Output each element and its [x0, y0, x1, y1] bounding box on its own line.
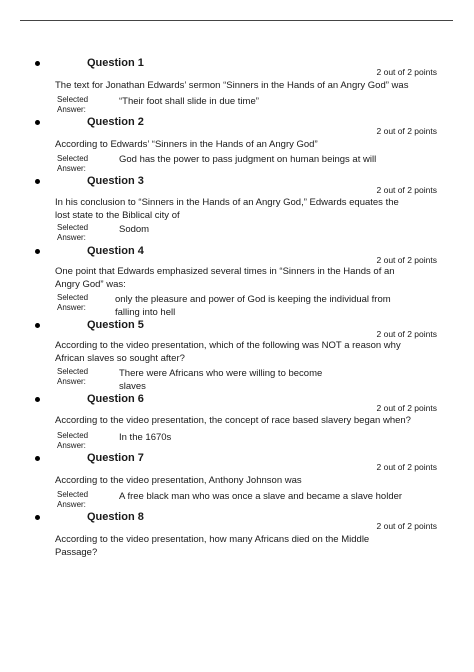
points-label: 2 out of 2 points [376, 67, 437, 77]
question-text: According to Edwards’ “Sinners in the Hands of an Angry God” [55, 139, 318, 150]
selected-answer: God has the power to pass judgment on human beings at will [119, 154, 377, 165]
points-label: 2 out of 2 points [376, 185, 437, 195]
top-divider [20, 20, 453, 21]
selected-answer: There were Africans who were willing to become slaves [119, 368, 323, 392]
question-title: Question 4 [87, 245, 144, 257]
selected-answer-label: Selected Answer: [57, 367, 89, 386]
question-text: According to the video presentation, how many Africans died on the Middle Passage? [55, 534, 370, 558]
question-text: In his conclusion to “Sinners in the Hands of an Angry God,” Edwards equates the lost state to the Biblical city of [55, 197, 399, 221]
points-label: 2 out of 2 points [376, 521, 437, 531]
points-label: 2 out of 2 points [376, 462, 437, 472]
selected-answer-label: Selected Answer: [57, 431, 89, 450]
question-title: Question 5 [87, 319, 144, 331]
bullet-icon [35, 515, 40, 520]
points-label: 2 out of 2 points [376, 329, 437, 339]
selected-answer-label: Selected Answer: [57, 293, 89, 312]
bullet-icon [35, 323, 40, 328]
question-text: According to the video presentation, the concept of race based slavery began when? [55, 415, 411, 426]
question-title: Question 8 [87, 511, 144, 523]
question-text: The text for Jonathan Edwards’ sermon “Sinners in the Hands of an Angry God” was [55, 80, 409, 91]
bullet-icon [35, 397, 40, 402]
question-text: One point that Edwards emphasized several times in “Sinners in the Hands of an Angry God” was: [55, 266, 395, 290]
selected-answer-label: Selected Answer: [57, 154, 89, 173]
question-text: According to the video presentation, which of the following was NOT a reason why African slaves so sought after? [55, 340, 401, 364]
question-text: According to the video presentation, Anthony Johnson was [55, 475, 302, 486]
points-label: 2 out of 2 points [376, 126, 437, 136]
question-title: Question 7 [87, 452, 144, 464]
question-title: Question 1 [87, 57, 144, 69]
bullet-icon [35, 249, 40, 254]
question-title: Question 3 [87, 175, 144, 187]
bullet-icon [35, 179, 40, 184]
bullet-icon [35, 120, 40, 125]
points-label: 2 out of 2 points [376, 255, 437, 265]
selected-answer: In the 1670s [119, 432, 172, 443]
selected-answer: Sodom [119, 224, 150, 235]
question-title: Question 6 [87, 393, 144, 405]
selected-answer-label: Selected Answer: [57, 490, 89, 509]
bullet-icon [35, 456, 40, 461]
selected-answer: A free black man who was once a slave and became a slave holder [119, 491, 403, 502]
bullet-icon [35, 61, 40, 66]
selected-answer-label: Selected Answer: [57, 223, 89, 242]
question-title: Question 2 [87, 116, 144, 128]
selected-answer-label: Selected Answer: [57, 95, 89, 114]
points-label: 2 out of 2 points [376, 403, 437, 413]
selected-answer: “Their foot shall slide in due time” [119, 96, 259, 107]
selected-answer: only the pleasure and power of God is keeping the individual from falling into hell [115, 294, 391, 318]
